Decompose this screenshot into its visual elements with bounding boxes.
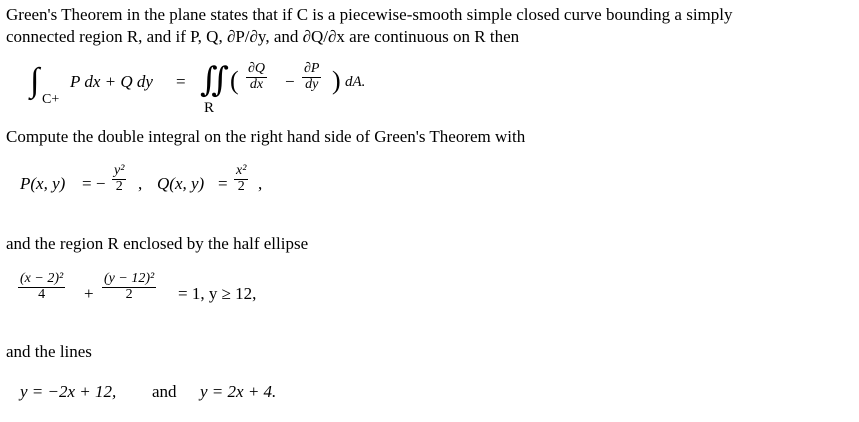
line-equation-a: y = −2x + 12, (20, 382, 117, 401)
region-description: and the region R enclosed by the half ellipse (6, 234, 309, 253)
intro-line-1: Green's Theorem in the plane states that if C is a piecewise-smooth simple closed curve bounding a simply (6, 5, 733, 24)
ellipse-term-x-numerator: (x − 2)² (20, 271, 64, 286)
dP-numerator: ∂P (304, 61, 320, 76)
P-numerator: y² (114, 163, 125, 178)
contour-label: C+ (42, 92, 60, 107)
dy-denominator: dy (305, 76, 319, 92)
Q-fraction (234, 164, 248, 194)
ellipse-plus: + (84, 284, 94, 303)
compute-instruction: Compute the double integral on the right hand side of Green's Theorem with (6, 127, 526, 146)
double-integral-sign: ∬ (200, 62, 229, 99)
ellipse-term-x (18, 272, 65, 302)
and-word: and (152, 382, 177, 401)
Q-function-label: Q(x, y) (157, 174, 205, 193)
ellipse-term-x-denominator: 4 (38, 286, 46, 302)
Q-numerator: x² (236, 163, 247, 178)
dP-dy-fraction (302, 62, 321, 92)
equals-sign: = (176, 72, 186, 91)
minus-sign: − (285, 72, 295, 91)
line-equation-b: y = 2x + 4. (200, 382, 277, 401)
Q-equals: = (218, 174, 228, 193)
dx-denominator: dx (249, 76, 264, 92)
ellipse-term-y (102, 272, 156, 302)
P-function-label: P(x, y) (20, 174, 66, 193)
dQ-numerator: ∂Q (248, 61, 266, 76)
integral-sign: ∫ (30, 62, 40, 99)
Q-comma: , (258, 174, 263, 193)
P-comma: , (138, 174, 143, 193)
dQ-dx-fraction (246, 62, 267, 92)
ellipse-term-y-numerator: (y − 12)² (104, 271, 155, 286)
intro-line-2: connected region R, and if P, Q, ∂P/∂y, and ∂Q/∂x are continuous on R then (6, 27, 520, 46)
close-paren: ) (332, 66, 341, 95)
P-fraction (112, 164, 126, 194)
P-denominator: 2 (115, 178, 123, 194)
ellipse-rhs: = 1, y ≥ 12, (178, 284, 257, 303)
ellipse-term-y-denominator: 2 (125, 286, 133, 302)
open-paren: ( (230, 66, 239, 95)
area-element: dA. (345, 74, 366, 90)
Q-denominator: 2 (237, 178, 245, 194)
region-label: R (204, 100, 215, 116)
P-equals-minus: = − (82, 174, 106, 193)
lines-intro: and the lines (6, 342, 92, 361)
line-integral-integrand: P dx + Q dy (70, 72, 153, 91)
